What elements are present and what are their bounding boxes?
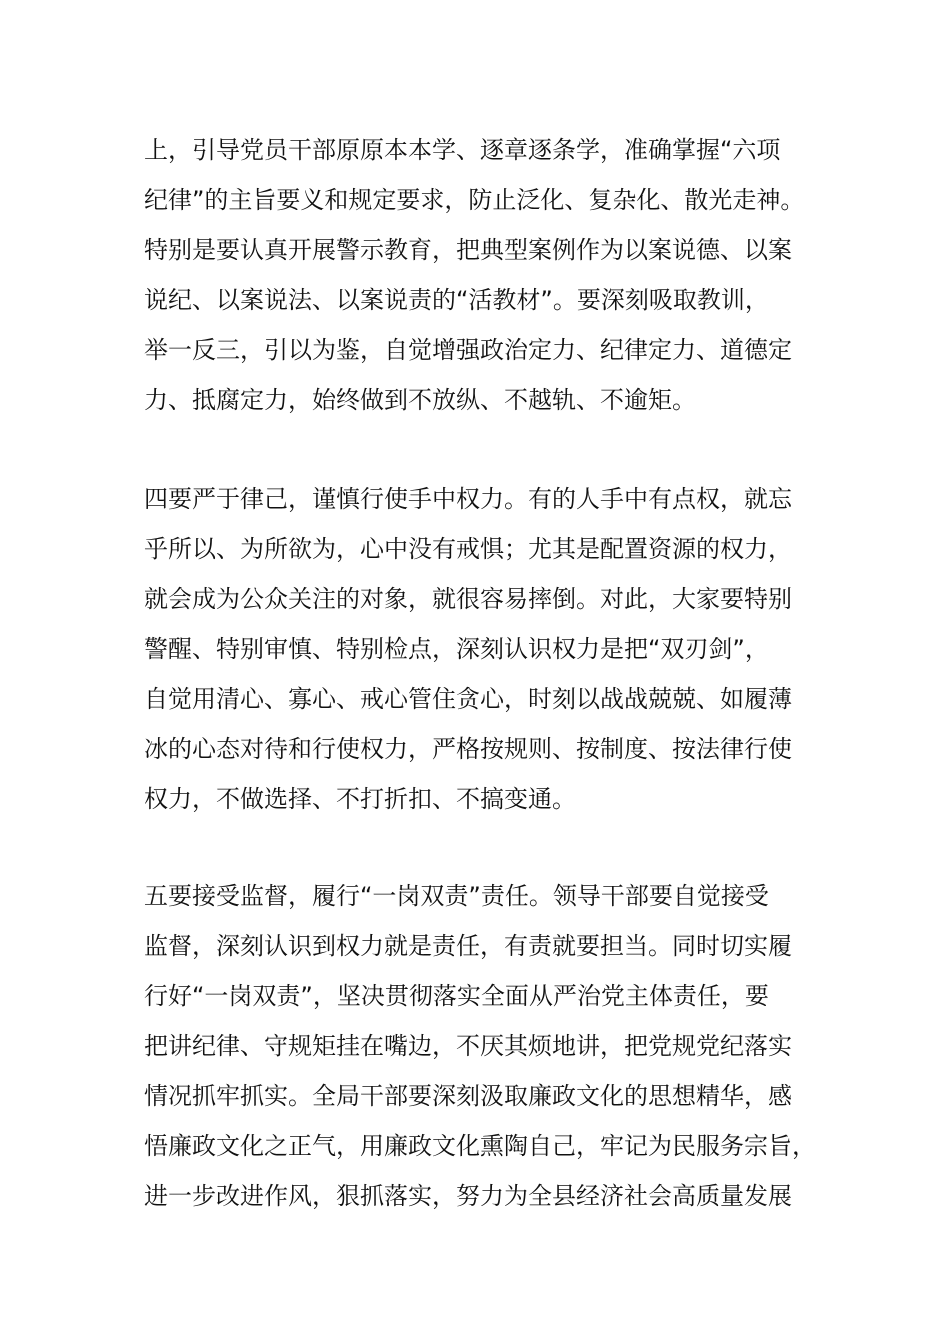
text-line: 悟廉政文化之正气，用廉政文化熏陶自己，牢记为民服务宗旨， xyxy=(144,1132,816,1160)
text-line: 情况抓牢抓实。全局干部要深刻汲取廉政文化的思想精华，感 xyxy=(144,1082,792,1110)
paragraph-1 xyxy=(144,125,824,425)
text-line: 监督，深刻认识到权力就是责任，有责就要担当。同时切实履 xyxy=(144,932,792,960)
text-line: 上，引导党员干部原原本本学、逐章逐条学，准确掌握“六项 xyxy=(144,136,781,164)
text-line: 警醒、特别审慎、特别检点，深刻认识权力是把“双刃剑”， xyxy=(144,635,769,663)
text-line: 说纪、以案说法、以案说责的“活教材”。要深刻吸取教训， xyxy=(144,286,769,314)
text-line: 纪律”的主旨要义和规定要求，防止泛化、复杂化、散光走神。 xyxy=(144,186,805,214)
text-line: 力、抵腐定力，始终做到不放纵、不越轨、不逾矩。 xyxy=(144,386,696,414)
text-line: 特别是要认真开展警示教育，把典型案例作为以案说德、以案 xyxy=(144,236,792,264)
paragraph-2 xyxy=(144,474,824,824)
text-line: 就会成为公众关注的对象，就很容易摔倒。对此，大家要特别 xyxy=(144,585,792,613)
text-line: 乎所以、为所欲为，心中没有戒惧；尤其是配置资源的权力， xyxy=(144,535,792,563)
text-line: 举一反三，引以为鉴，自觉增强政治定力、纪律定力、道德定 xyxy=(144,336,792,364)
text-line: 冰的心态对待和行使权力，严格按规则、按制度、按法律行使 xyxy=(144,735,792,763)
text-line: 四要严于律己，谨慎行使手中权力。有的人手中有点权，就忘 xyxy=(144,485,792,513)
paragraph-3 xyxy=(144,871,824,1221)
text-line: 自觉用清心、寡心、戒心管住贪心，时刻以战战兢兢、如履薄 xyxy=(144,685,792,713)
text-line: 五要接受监督，履行“一岗双责”责任。领导干部要自觉接受 xyxy=(144,882,769,910)
text-line: 进一步改进作风，狠抓落实，努力为全县经济社会高质量发展 xyxy=(144,1182,792,1210)
text-line: 行好“一岗双责”，坚决贯彻落实全面从严治党主体责任，要 xyxy=(144,982,769,1010)
text-line: 把讲纪律、守规矩挂在嘴边，不厌其烦地讲，把党规党纪落实 xyxy=(144,1032,792,1060)
text-line: 权力，不做选择、不打折扣、不搞变通。 xyxy=(144,785,576,813)
